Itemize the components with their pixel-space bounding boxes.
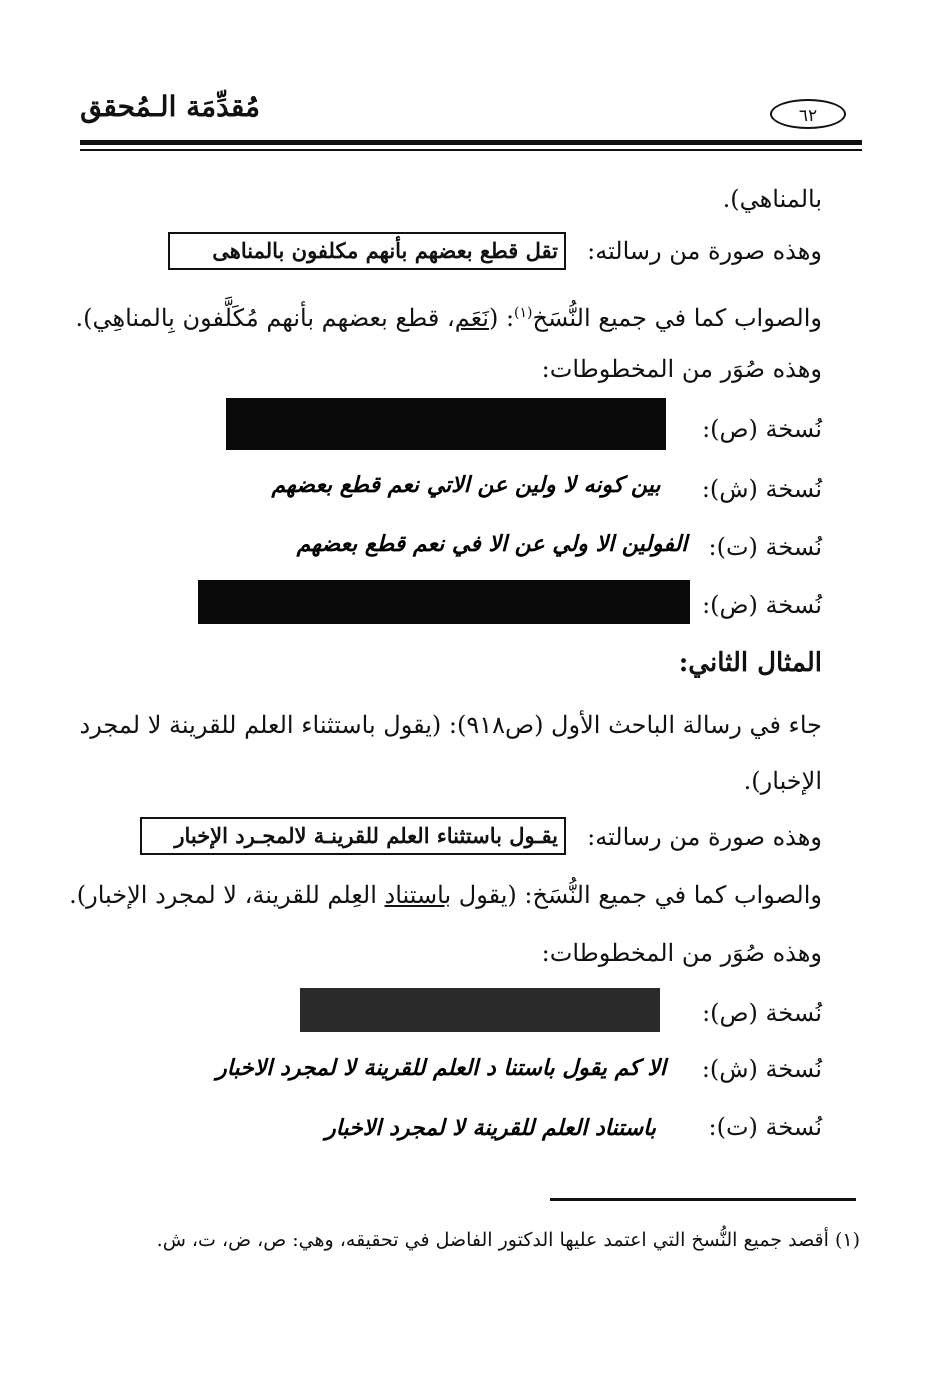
- manuscript-label: نُسخة (ض):: [702, 591, 822, 619]
- manuscript-label: نُسخة (ش):: [701, 475, 822, 503]
- footnote: (١) أقصد جميع النُّسخ التي اعتمد عليها الدكتور الفاضل في تحقيقه، وهي: ص، ض، ت، ش.: [156, 1229, 860, 1251]
- quoted-excerpt-box: يقـول باستثناء العلم للقرينـة لالمجـرد الإخبار: [140, 817, 566, 855]
- manuscript-image-handwriting: باستناد العلم للقرينة لا لمجرد الاخبار: [325, 1115, 656, 1141]
- text-line: وهذه صورة من رسالته:: [587, 823, 822, 851]
- section-heading: المثال الثاني:: [678, 648, 822, 678]
- manuscript-label: نُسخة (ص):: [702, 999, 822, 1027]
- text-line: بالمناهي).: [722, 185, 822, 213]
- text-segment: والصواب كما في جميع النُّسَخ: [532, 304, 822, 332]
- text-line: [75, 296, 822, 335]
- text-segment: ، قطع بعضهم بأنهم مُكَلَّفون بِالمناهِي).: [75, 304, 455, 332]
- footnote-reference[interactable]: (١): [514, 305, 533, 321]
- manuscript-image-redacted: [226, 398, 666, 450]
- manuscript-image-handwriting: بين كونه لا ولين عن الاتي نعم قطع بعضهم: [271, 472, 661, 498]
- text-line: وهذه صُوَر من المخطوطات:: [541, 939, 822, 967]
- text-line: وهذه صورة من رسالته:: [587, 237, 822, 265]
- page-number-badge: ٦٢: [770, 99, 846, 129]
- text-segment: العِلم للقرينة، لا لمجرد الإخبار).: [69, 881, 385, 909]
- manuscript-label: نُسخة (ش):: [701, 1055, 822, 1083]
- quoted-excerpt-box: تقل قطع بعضهم بأنهم مكلفون بالمناهى: [168, 232, 566, 270]
- text-line: جاء في رسالة الباحث الأول (ص٩١٨): (يقول باستثناء العلم للقرينة لا لمجرد: [79, 711, 822, 739]
- manuscript-label: نُسخة (ص):: [702, 415, 822, 443]
- underlined-word: نَعَم: [454, 304, 489, 332]
- manuscript-label: نُسخة (ت):: [708, 1113, 822, 1141]
- text-line: [69, 878, 822, 912]
- page-header-title: مُقدِّمَة الـمُحقق: [80, 90, 260, 123]
- text-segment: والصواب كما في جميع النُّسَخ: (يقول: [451, 881, 822, 909]
- text-line: وهذه صُوَر من المخطوطات:: [541, 355, 822, 383]
- manuscript-image-redacted: [300, 988, 660, 1032]
- header-rule-thin: [80, 149, 862, 151]
- underlined-word: باستناد: [384, 881, 452, 909]
- header-rule-thick: [80, 140, 862, 145]
- manuscript-image-handwriting: الفولين الا ولي عن الا في نعم قطع بعضهم: [296, 531, 688, 557]
- text-segment: : (: [488, 304, 515, 332]
- manuscript-label: نُسخة (ت):: [708, 533, 822, 561]
- manuscript-image-redacted: [198, 580, 690, 624]
- text-line: الإخبار).: [743, 767, 822, 795]
- footnote-separator: [550, 1198, 856, 1201]
- manuscript-image-handwriting: الا كم يقول باستنا د العلم للقرينة لا لمجرد الاخبار: [216, 1055, 666, 1081]
